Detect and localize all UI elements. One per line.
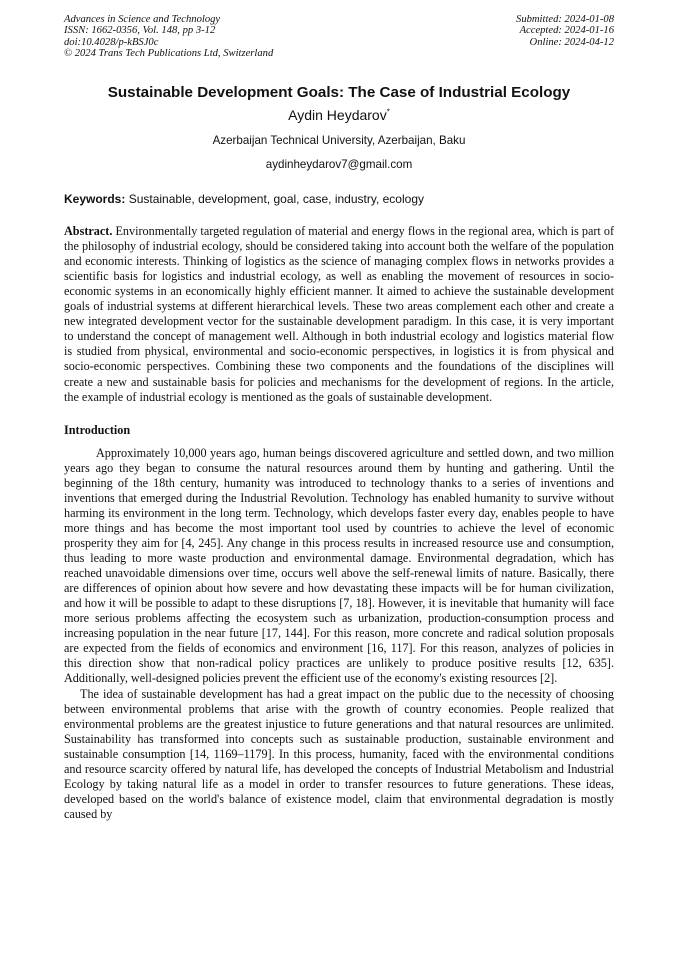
paper-page: [64, 14, 614, 822]
intro-paragraph-1: Approximately 10,000 years ago, human beings discovered agriculture and settled down, and two million years ago they began to consume the natural resources around them by hunting and gathering. Until the beginning of the 18th century, humanity was introduced to technology thanks to a series of inventions and inventions that emerged during the Industrial Revolution. Technology has enabled humanity to survive without harming its environment in the long term. Technology, which develops faster every day, enables people to have more things and has become the most important tool used by countries to achieve the level of economic prosperity they aim for [4, 245]. Any change in this process results in increased resource use and consumption, thus leading to more waste production and environmental damage. Environmental degradation, which has reached unavoidable dimensions over time, occurs well above the self-renewal limits of nature. Basically, there are differences of opinion about how severe and how devastating these impacts will be for human civilization, and how it will be possible to adapt to these disruptions [7, 18]. However, it is inevitable that humanity will face more serious problems affecting the ecosystem such as urbanization, production-consumption process and increasing population in the near future [17, 144]. For this reason, more concrete and radical solution proposals are expected from the fields of economics and environment [16, 117]. For this reason, analyzes of policies in this direction show that non-radical policy practices are unlikely to produce positive results [12, 635]. Additionally, well-designed policies prevent the efficient use of the economy's existing resources [2].: [64, 445, 614, 686]
author-name: Aydin Heydarov: [288, 106, 387, 123]
journal-name: Advances in Science and Technology: [64, 14, 221, 25]
online-date: Online: 2024-04-12: [529, 36, 614, 48]
abstract: [64, 224, 614, 405]
accepted-date: Accepted: 2024-01-16: [519, 25, 614, 37]
author-email: aydinheydarov7@gmail.com: [265, 157, 413, 171]
author-line: [64, 106, 614, 124]
abstract-text: Environmentally targeted regulation of material and energy flows in the regional area, which is part of the philosophy of industrial ecology, should be considered taking into account both the welfare of the population and economic interests. Thinking of logistics as the science of managing complex flows in networks provides a scientific basis for logistics and industrial ecology, as well as enabling the movement of resources in socio-economic systems in an economically highly efficient manner. It aimed to achieve the sustainable development goals of industrial systems at different hierarchical levels. These two areas complement each other and create a new integrated development vector for the sustainable development paradigm. In this case, it is very important to understand the concept of management well. Although in both industrial ecology and logistics material flow is studied from physical, environmental and socio-economic perspectives, in logistics it is from physical and socio-economic perspectives. Combining these two components and the foundations of the disciplines will create a new and sustainable basis for policies and mechanisms for the development of regions. In the article, the example of industrial ecology is mentioned as the goals of sustainable development.: [64, 223, 615, 404]
author-mark: *: [386, 106, 390, 116]
doi-line: doi:10.4028/p-kBSJ0c: [64, 36, 159, 48]
journal-info: [64, 14, 273, 60]
section-heading-introduction: Introduction: [64, 422, 131, 437]
journal-header: [64, 14, 614, 60]
keywords: [64, 192, 614, 206]
keywords-text: Sustainable, development, goal, case, industry, ecology: [128, 191, 424, 206]
keywords-label: Keywords:: [64, 191, 126, 206]
copyright-line: © 2024 Trans Tech Publications Ltd, Switzerland: [64, 48, 274, 60]
submission-dates: [516, 14, 614, 60]
submitted-date: Submitted: 2024-01-08: [516, 14, 614, 25]
abstract-label: Abstract.: [64, 223, 113, 238]
issn-line: ISSN: 1662-0356, Vol. 148, pp 3-12: [64, 25, 216, 37]
paper-title: Sustainable Development Goals: The Case of Industrial Ecology: [107, 83, 571, 101]
affiliation: Azerbaijan Technical University, Azerbaijan, Baku: [212, 133, 466, 147]
intro-paragraph-2: The idea of sustainable development has had a great impact on the public due to the necessity of choosing between environmental problems that arise with the growth of country economies. People realized that environmental problems are the greatest injustice to future generations and that natural resources are unlimited. Sustainability has transformed into concepts such as sustainable production, sustainable environment and sustainable consumption [14, 1169–1179]. In this process, humanity, faced with the environmental conditions and resource scarcity offered by natural life, has developed the concepts of Industrial Metabolism and Industrial Ecology by taking natural life as a model in order to transfer resources to future generations. These ideas, developed based on the world's balance of existence model, claim that environmental degradation is mostly caused by: [64, 686, 614, 821]
